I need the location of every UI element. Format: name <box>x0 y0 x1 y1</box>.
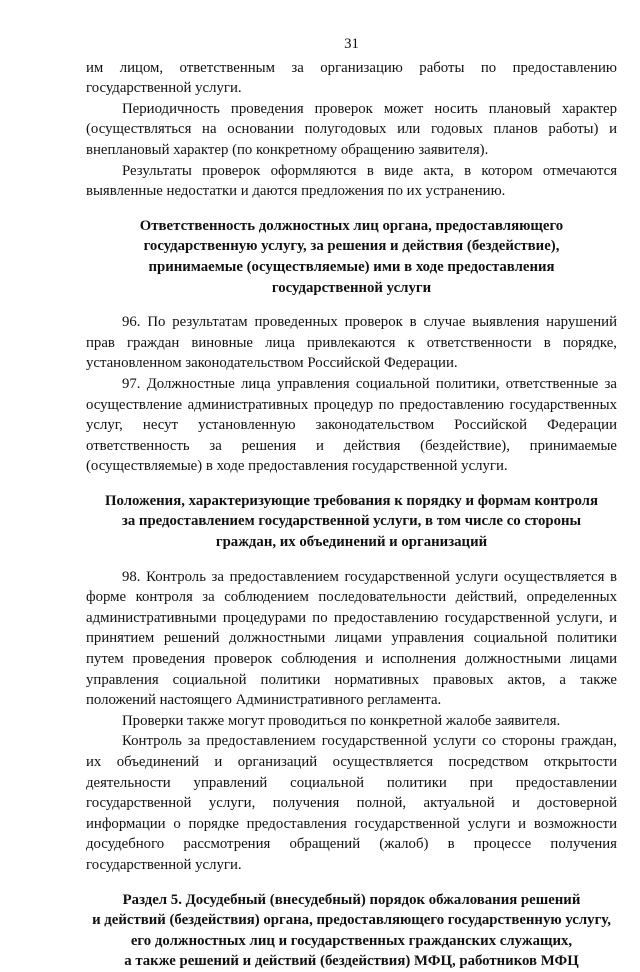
section-heading-control <box>86 491 617 553</box>
heading-line: а также решений и действий (бездействия) МФЦ, работников МФЦ <box>124 953 579 970</box>
document-page <box>86 34 617 972</box>
spacer <box>86 202 617 216</box>
heading-line: государственной услуги <box>271 279 432 296</box>
spacer <box>86 876 617 890</box>
heading-line: Раздел 5. Досудебный (внесудебный) порядок обжалования решений <box>122 891 581 908</box>
paragraph-inspection-frequency: Периодичность проведения проверок может носить плановый характер (осуществляться на основании полугодовых или годовых планов работы) и внеплановый характер (по конкретному обращению заявителя). <box>86 100 617 158</box>
spacer <box>86 553 617 567</box>
heading-line: государственную услугу, за решения и действия (бездействие), <box>143 238 560 255</box>
paragraph-complaint-inspections: Проверки также могут проводиться по конкретной жалобе заявителя. <box>122 712 561 729</box>
heading-line: и действий (бездействия) органа, предоставляющего государственную услугу, <box>92 912 611 929</box>
heading-line: граждан, их объединений и организаций <box>215 534 488 551</box>
heading-line: за предоставлением государственной услуги, в том числе со стороны <box>121 513 582 530</box>
heading-line: принимаемые (осуществляемые) ими в ходе предоставления <box>148 258 555 275</box>
spacer <box>86 298 617 312</box>
paragraph-item-96: 96. По результатам проведенных проверок в случае выявления нарушений прав граждан виновные лица привлекаются к ответственности в порядке, установленном законодательством Российской Федерации. <box>86 314 617 372</box>
heading-line: его должностных лиц и государственных гражданских служащих, <box>130 932 573 949</box>
paragraph-citizen-control: Контроль за предоставлением государственной услуги со стороны граждан, их объединений и организаций осуществляется посредством открытости деятельности управлений социальной политики при предоставлении государственной услуги, получения полной, актуальной и достоверной информации о порядке предоставления государственной услуги и возможности досудебного рассмотрения обращений (жалоб) в процессе получения государственной услуги. <box>86 733 617 873</box>
heading-line: Ответственность должностных лиц органа, предоставляющего <box>139 217 564 234</box>
paragraph-item-98: 98. Контроль за предоставлением государственной услуги осуществляется в форме контроля за соблюдением последовательности действий, определенных административными процедурами по предоставлению государственной услуги, и принятием решений должностными лицами управления социальной политики путем проведения проверок соблюдения и исполнения должностными лицами управления социальной политики нормативных правовых актов, а также положений настоящего Административного регламента. <box>86 568 617 709</box>
paragraph-inspection-results: Результаты проверок оформляются в виде акта, в котором отмечаются выявленные недостатки и даются предложения по их устранению. <box>86 162 617 200</box>
paragraph-item-97: 97. Должностные лица управления социальной политики, ответственные за осуществление административных процедур по предоставлению государственных услуг, несут установленную законодательством Российской Федерации ответственность за решения и действия (бездействие), принимаемые (осуществляемые) в ходе предоставления государственной услуги. <box>86 375 617 475</box>
spacer <box>86 477 617 491</box>
section-heading-responsibility <box>86 216 617 298</box>
heading-line: Положения, характеризующие требования к порядку и формам контроля <box>105 492 598 509</box>
section-heading-section5 <box>86 890 617 972</box>
paragraph-continuation: им лицом, ответственным за организацию работы по предоставлению государственной услуги. <box>86 59 617 97</box>
page-number: 31 <box>344 36 359 52</box>
